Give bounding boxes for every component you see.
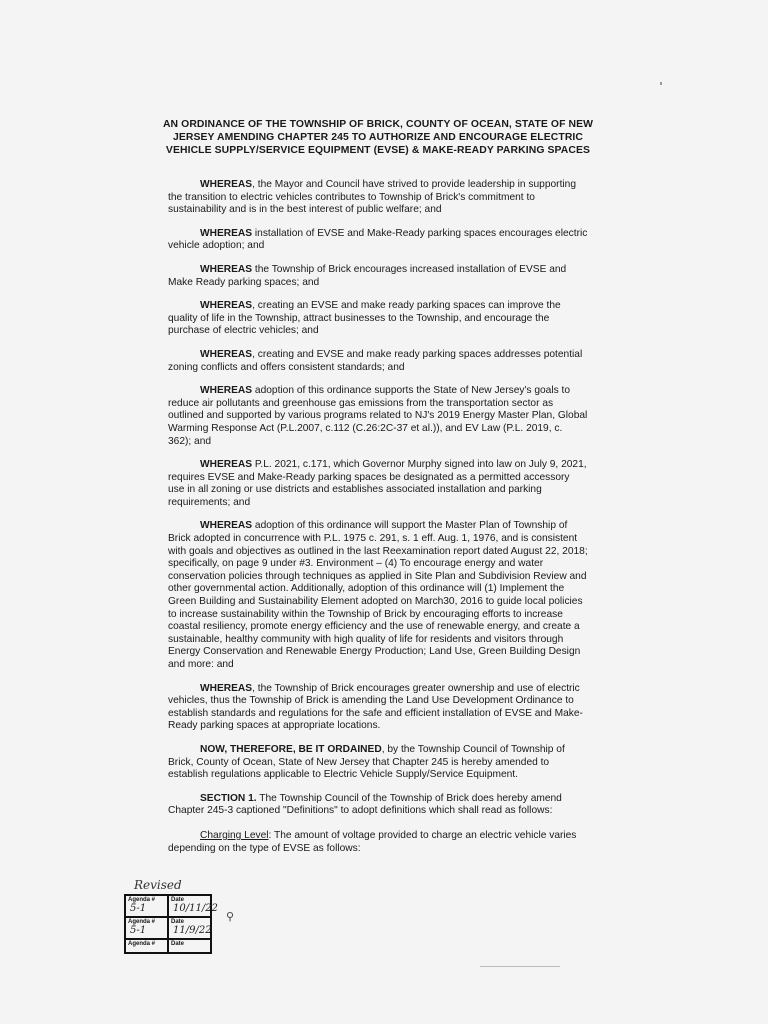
- section-1-paragraph: [168, 793, 588, 818]
- paragraph-lead: SECTION 1.: [200, 792, 257, 804]
- paragraph-lead: NOW, THEREFORE, BE IT ORDAINED: [200, 743, 382, 755]
- agenda-number: 5-1: [130, 903, 147, 914]
- paragraph-text: , by the Township Council of Township of Brick, County of Ocean, State of New Jersey that Chapter 245 is hereby amended to establish regulations applicable to Electric Vehicle Supply/Service Equipment.: [168, 743, 565, 781]
- stamp-row: [126, 918, 210, 940]
- date-cell: [167, 940, 210, 952]
- agenda-label: Agenda #: [128, 919, 156, 925]
- paragraph-text: , the Township of Brick encourages greater ownership and use of electric vehicles, thus the Township of Brick is amending the Land Use Development Ordinance to establish standards and regulations for the safe and efficient installation of EVSE and Make-Ready parking spaces at appropriate locations.: [168, 682, 583, 732]
- paragraph-text: installation of EVSE and Make-Ready parking spaces encourages electric vehicle adoption; and: [168, 227, 588, 252]
- agenda-cell: [126, 896, 167, 916]
- date-cell: [167, 918, 210, 938]
- whereas-paragraph-2: [168, 228, 588, 253]
- whereas-paragraph-1: [168, 179, 588, 217]
- definition-term: Charging Level: [200, 829, 269, 841]
- whereas-paragraph-9: [168, 683, 588, 733]
- paragraph-lead: WHEREAS: [200, 520, 253, 532]
- agenda-cell: [126, 940, 167, 952]
- whereas-paragraph-8: [168, 520, 588, 671]
- paragraph-lead: WHEREAS: [200, 348, 253, 360]
- agenda-label: Agenda #: [128, 897, 156, 903]
- agenda-label: Agenda #: [128, 941, 156, 947]
- paragraph-lead: WHEREAS: [200, 227, 253, 239]
- whereas-paragraph-7: [168, 459, 588, 509]
- agenda-stamp: [124, 894, 218, 954]
- paragraph-lead: WHEREAS: [200, 459, 253, 471]
- whereas-paragraph-4: [168, 300, 588, 338]
- paragraph-text: , creating and EVSE and make ready parking spaces addresses potential zoning conflicts and offers consistent standards; and: [168, 348, 583, 373]
- paragraph-text: the Township of Brick encourages increased installation of EVSE and Make Ready parking spaces; and: [168, 263, 567, 288]
- paragraph-lead: WHEREAS: [200, 263, 253, 275]
- paragraph-text: , the Mayor and Council have strived to provide leadership in supporting the transition to electric vehicles contributes to Township of Brick's commitment to sustainability and is in the best interest of public welfare; and: [168, 179, 576, 216]
- whereas-paragraph-5: [168, 349, 588, 374]
- definition-text: : The amount of voltage provided to charge an electric vehicle varies depending on the type of EVSE as follows:: [168, 829, 577, 854]
- scan-speck: [480, 966, 560, 967]
- date-value: 11/9/22: [173, 925, 212, 936]
- whereas-paragraph-6: [168, 385, 588, 448]
- scan-speck: [660, 82, 662, 85]
- ordained-paragraph: [168, 744, 588, 782]
- paragraph-text: , creating an EVSE and make ready parking spaces can improve the quality of life in the Township, attract businesses to the Township, and encourage the purchase of electric vehicles; and: [168, 300, 561, 337]
- paragraph-lead: WHEREAS: [200, 300, 253, 312]
- agenda-cell: [126, 918, 167, 938]
- definition-charging-level: [168, 830, 588, 855]
- paragraph-lead: WHEREAS: [200, 179, 253, 190]
- paragraph-lead: WHEREAS: [200, 385, 253, 397]
- paragraph-text: The Township Council of the Township of Brick does hereby amend Chapter 245-3 captioned "Definitions" to adopt definitions which shall read as follows:: [168, 792, 562, 817]
- revised-handwritten-note: Revised: [134, 878, 182, 892]
- paperclip-mark-icon: ⚲: [226, 911, 235, 923]
- paragraph-lead: WHEREAS: [200, 682, 253, 694]
- date-label: Date: [171, 897, 185, 903]
- date-label: Date: [171, 941, 185, 947]
- ordinance-document: [162, 118, 594, 866]
- date-value: 10/11/22: [173, 903, 218, 914]
- paragraph-text: P.L. 2021, c.171, which Governor Murphy signed into law on July 9, 2021, requires EVSE and Make-Ready parking spaces be designated as a permitted accessory use in all zoning or use districts and establishes associated installation and parking requirements; and: [168, 459, 587, 508]
- whereas-paragraph-3: [168, 264, 588, 289]
- date-label: Date: [171, 919, 185, 925]
- paragraph-text: adoption of this ordinance will support the Master Plan of Township of Brick adopted in concurrence with P.L. 1975 c. 291, s. 1 eff. Aug. 1, 1976, and is consistent with goals and objectives as outlined in the last Reexamination report dated August 22, 2018; specifically, on page 9 under #3. Environment – (4) To encourage energy and water conservation policies through techniques as applied in Site Plan and Subdivision Review and other governmental action. Additionally, adoption of this ordinance will (1) Implement the Green Building and Sustainability Element adopted on March30, 2016 to guide local policies to increase sustainability within the Township of Brick by encouraging efforts to increase coastal resiliency, promote energy efficiency and the use of renewable energy, and create a sustainable, healthy community with high quality of life for residents and visitors through Energy Conservation and Renewable Energy Production; Land Use, Green Building Design and more: and: [168, 520, 588, 670]
- agenda-number: 5-1: [130, 925, 147, 936]
- ordinance-title: AN ORDINANCE OF THE TOWNSHIP OF BRICK, COUNTY OF OCEAN, STATE OF NEW JERSEY AMENDING CHAPTER 245 TO AUTHORIZE AND ENCOURAGE ELECTRIC VEHICLE SUPPLY/SERVICE EQUIPMENT (EVSE) & MAKE-READY PARKING SPACES: [162, 119, 594, 156]
- stamp-row: [126, 940, 210, 954]
- date-cell: [167, 896, 218, 916]
- paragraph-text: adoption of this ordinance supports the State of New Jersey's goals to reduce air pollutants and greenhouse gas emissions from the transportation sector as outlined and supported by various programs related to NJ's 2019 Energy Master Plan, Global Warming Response Act (P.L.2007, c.112 (C.26:2C-37 et al.)), and EV Law (P.L. 2019, c. 362); and: [168, 385, 588, 447]
- stamp-row: [126, 896, 218, 918]
